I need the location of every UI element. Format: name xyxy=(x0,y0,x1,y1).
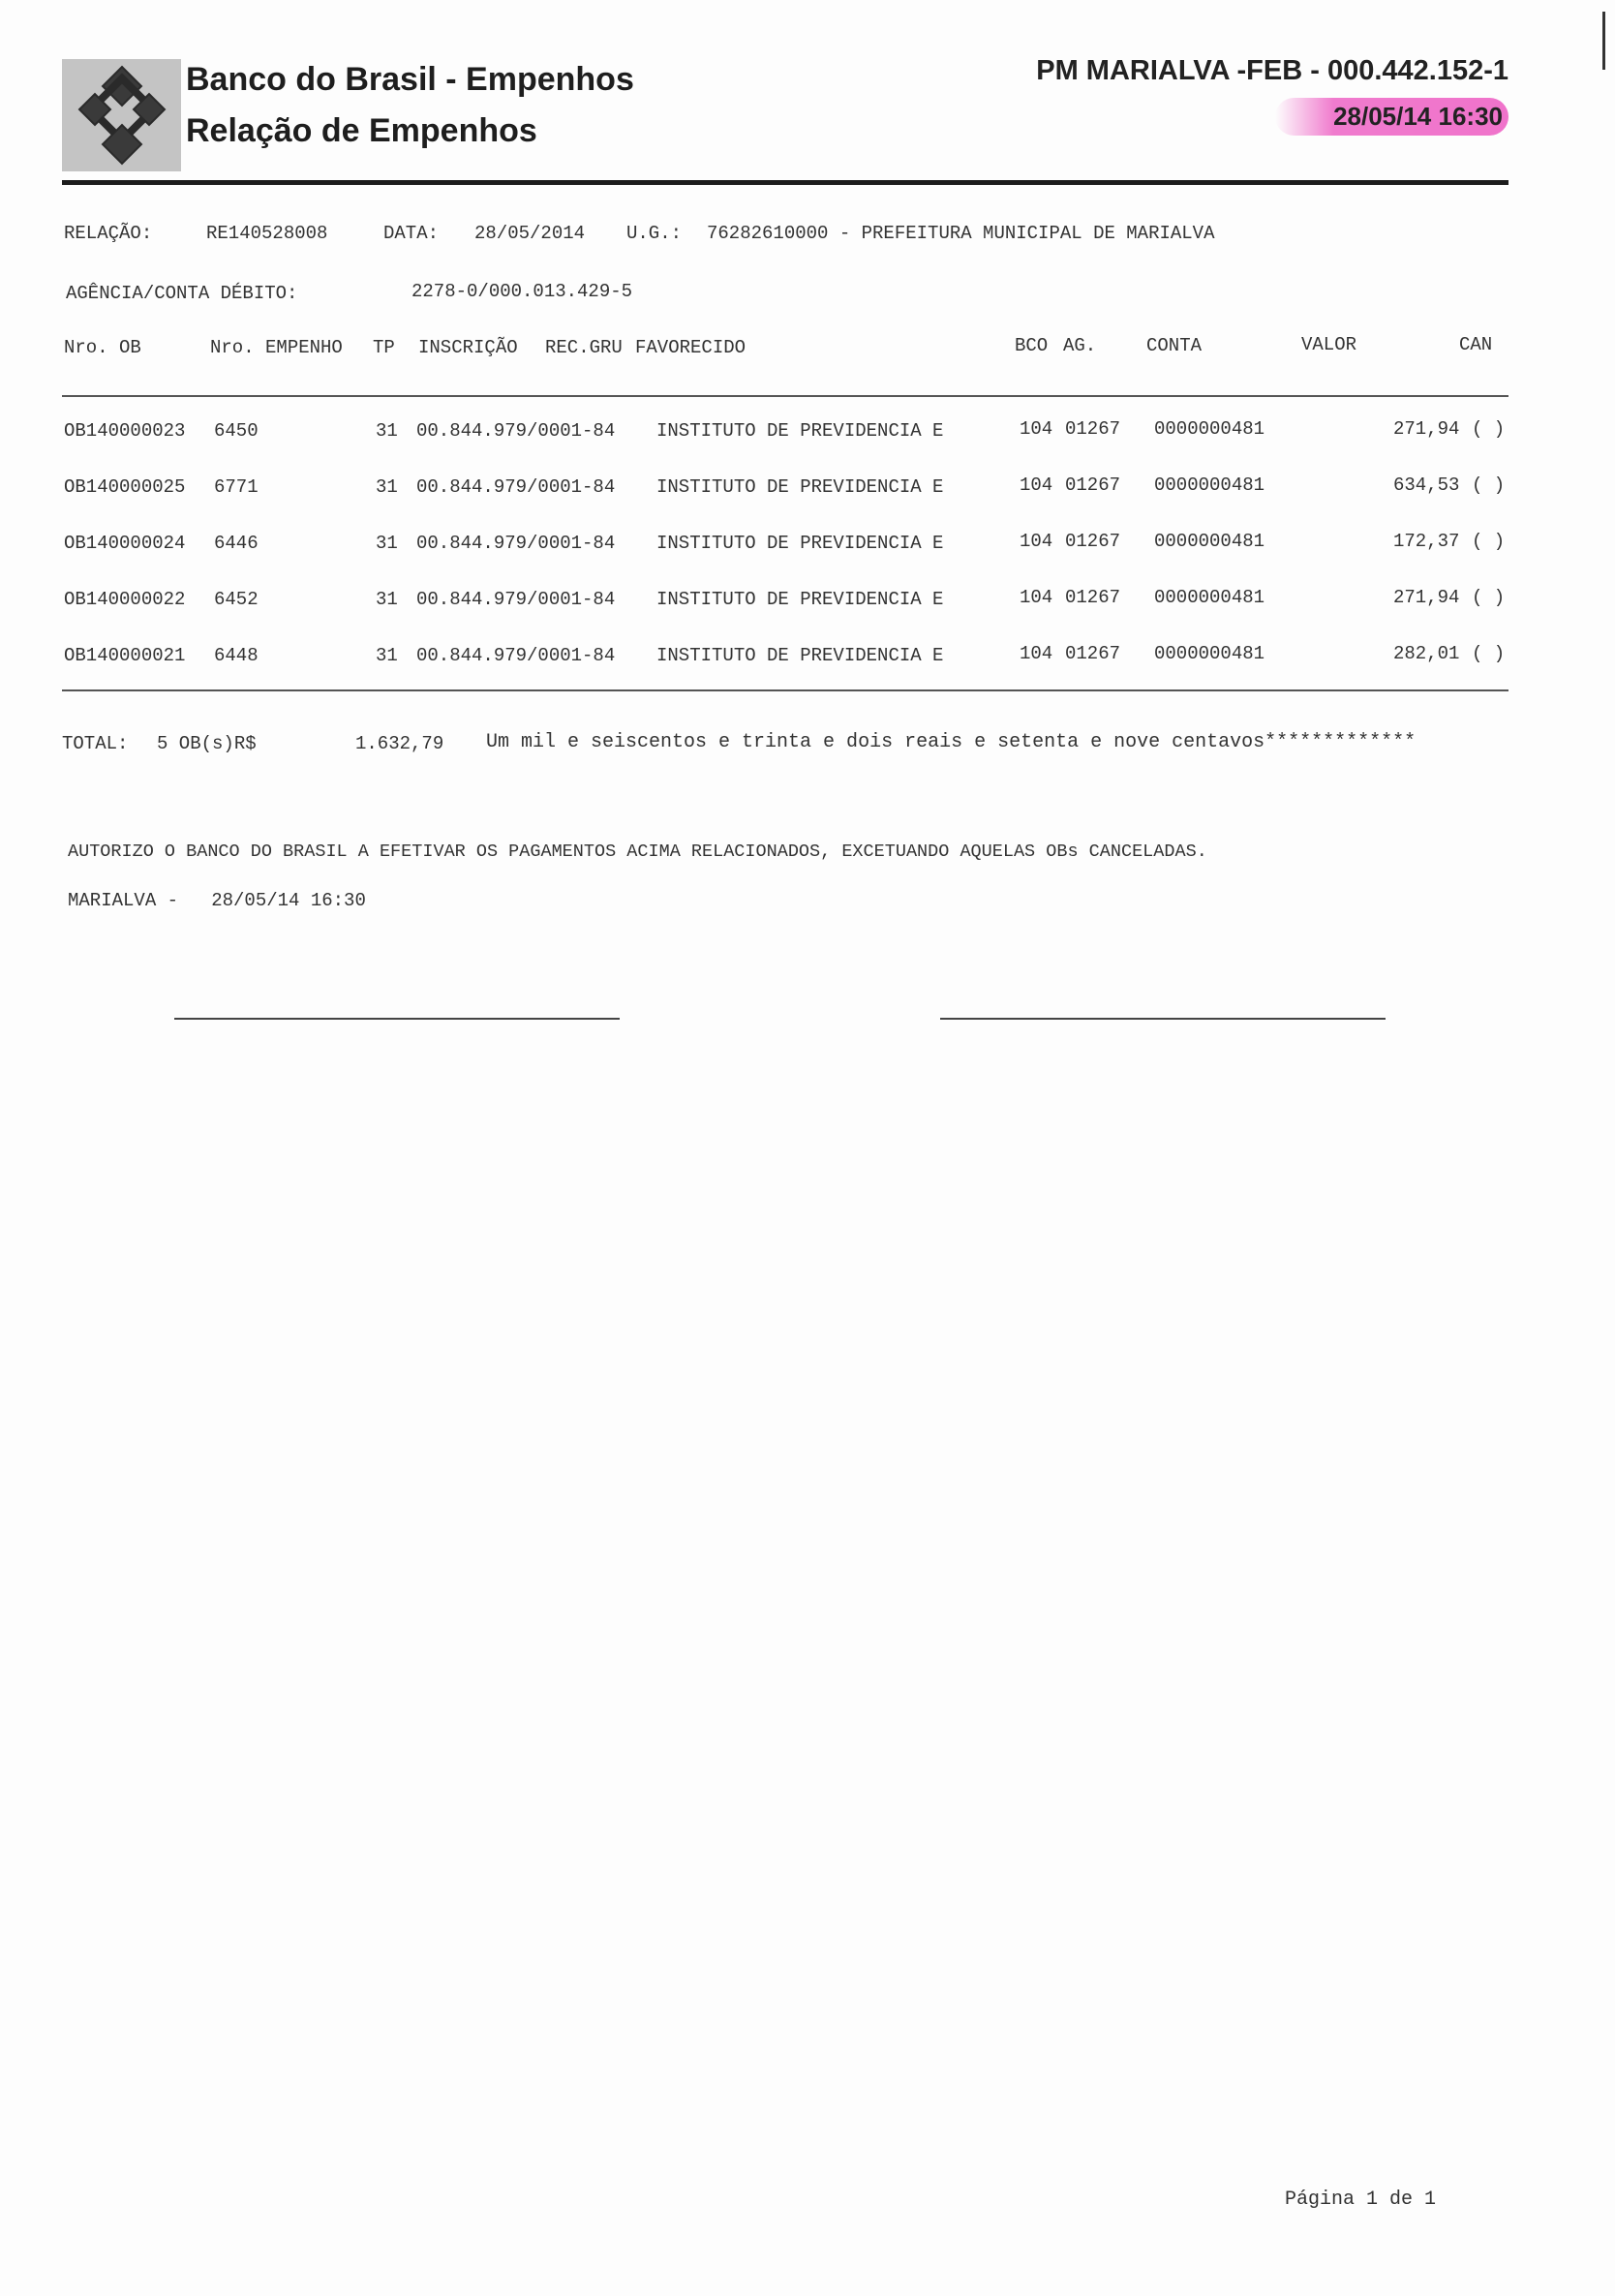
cell-valor: 172,37 xyxy=(1393,531,1460,552)
document-header xyxy=(62,53,1508,184)
col-header-valor: VALOR xyxy=(1301,334,1357,355)
cell-tp: 31 xyxy=(376,645,398,666)
col-header-favorecido: FAVORECIDO xyxy=(635,337,747,358)
total-amount-in-words: Um mil e seiscentos e trinta e dois reais e setenta e nove centavos************* xyxy=(486,731,1417,753)
cell-can-checkbox: ( ) xyxy=(1472,475,1506,496)
cell-ag: 01267 xyxy=(1065,587,1121,608)
cell-ob: OB140000024 xyxy=(64,533,186,554)
cell-favorecido: INSTITUTO DE PREVIDENCIA E xyxy=(656,476,944,498)
ug-label: U.G.: xyxy=(626,223,683,244)
page-number: Página 1 de 1 xyxy=(1285,2189,1437,2211)
page-edge-mark xyxy=(1602,12,1605,70)
cell-valor: 271,94 xyxy=(1393,587,1460,608)
cell-favorecido: INSTITUTO DE PREVIDENCIA E xyxy=(656,589,944,610)
cell-inscricao: 00.844.979/0001-84 xyxy=(416,533,616,554)
col-header-empenho: Nro. EMPENHO xyxy=(210,337,343,358)
table-bottom-rule xyxy=(62,689,1508,691)
ug-value: 76282610000 - PREFEITURA MUNICIPAL DE MARIALVA xyxy=(707,223,1215,244)
cell-can-checkbox: ( ) xyxy=(1472,587,1506,608)
banco-do-brasil-logo-icon xyxy=(62,59,181,171)
cell-bco: 104 xyxy=(1020,643,1053,664)
authorization-text: AUTORIZO O BANCO DO BRASIL A EFETIVAR OS PAGAMENTOS ACIMA RELACIONADOS, EXCETUANDO AQUELAS OBs CANCELADAS. xyxy=(68,842,1207,862)
data-label: DATA: xyxy=(383,223,440,244)
cell-ag: 01267 xyxy=(1065,418,1121,440)
cell-can-checkbox: ( ) xyxy=(1472,643,1506,664)
cell-ob: OB140000021 xyxy=(64,645,186,666)
cell-can-checkbox: ( ) xyxy=(1472,531,1506,552)
cell-conta: 0000000481 xyxy=(1154,531,1265,552)
cell-empenho: 6446 xyxy=(214,533,259,554)
data-value: 28/05/2014 xyxy=(474,223,586,244)
cell-can-checkbox: ( ) xyxy=(1472,418,1506,440)
cell-tp: 31 xyxy=(376,533,398,554)
cell-empenho: 6771 xyxy=(214,476,259,498)
cell-ag: 01267 xyxy=(1065,643,1121,664)
logo-graphic xyxy=(62,59,181,171)
cell-ob: OB140000023 xyxy=(64,420,186,442)
cell-conta: 0000000481 xyxy=(1154,587,1265,608)
relacao-label: RELAÇÃO: xyxy=(64,223,153,244)
header-title: Banco do Brasil - Empenhos xyxy=(186,61,634,98)
cell-inscricao: 00.844.979/0001-84 xyxy=(416,476,616,498)
col-header-recgru: REC.GRU xyxy=(545,337,623,358)
cell-empenho: 6452 xyxy=(214,589,259,610)
organization-id: PM MARIALVA -FEB - 000.442.152-1 xyxy=(1036,55,1508,86)
cell-inscricao: 00.844.979/0001-84 xyxy=(416,420,616,442)
signature-line-right xyxy=(940,1018,1386,1020)
agencia-label: AGÊNCIA/CONTA DÉBITO: xyxy=(66,283,298,304)
col-header-ag: AG. xyxy=(1063,335,1097,356)
cell-ob: OB140000025 xyxy=(64,476,186,498)
cell-tp: 31 xyxy=(376,420,398,442)
col-header-inscricao: INSCRIÇÃO xyxy=(418,337,518,358)
cell-tp: 31 xyxy=(376,589,398,610)
col-header-bco: BCO xyxy=(1015,335,1049,356)
cell-empenho: 6448 xyxy=(214,645,259,666)
cell-bco: 104 xyxy=(1020,531,1053,552)
cell-valor: 282,01 xyxy=(1393,643,1460,664)
cell-bco: 104 xyxy=(1020,587,1053,608)
cell-valor: 634,53 xyxy=(1393,475,1460,496)
col-header-can: CAN xyxy=(1459,334,1493,355)
total-count: 5 OB(s)R$ xyxy=(157,733,257,754)
cell-favorecido: INSTITUTO DE PREVIDENCIA E xyxy=(656,533,944,554)
header-rule xyxy=(62,180,1508,185)
cell-bco: 104 xyxy=(1020,418,1053,440)
cell-conta: 0000000481 xyxy=(1154,643,1265,664)
cell-empenho: 6450 xyxy=(214,420,259,442)
cell-tp: 31 xyxy=(376,476,398,498)
place-date: MARIALVA - 28/05/14 16:30 xyxy=(68,890,366,911)
header-subtitle: Relação de Empenhos xyxy=(186,112,537,149)
table-header-rule xyxy=(62,395,1508,397)
cell-inscricao: 00.844.979/0001-84 xyxy=(416,645,616,666)
col-header-conta: CONTA xyxy=(1146,335,1203,356)
total-label: TOTAL: xyxy=(62,733,129,754)
highlighted-datetime: 28/05/14 16:30 xyxy=(1275,98,1508,136)
cell-conta: 0000000481 xyxy=(1154,418,1265,440)
cell-bco: 104 xyxy=(1020,475,1053,496)
cell-ag: 01267 xyxy=(1065,531,1121,552)
col-header-ob: Nro. OB xyxy=(64,337,141,358)
agencia-value: 2278-0/000.013.429-5 xyxy=(411,281,633,302)
cell-ob: OB140000022 xyxy=(64,589,186,610)
cell-favorecido: INSTITUTO DE PREVIDENCIA E xyxy=(656,645,944,666)
cell-inscricao: 00.844.979/0001-84 xyxy=(416,589,616,610)
cell-ag: 01267 xyxy=(1065,475,1121,496)
cell-conta: 0000000481 xyxy=(1154,475,1265,496)
signature-line-left xyxy=(174,1018,620,1020)
cell-favorecido: INSTITUTO DE PREVIDENCIA E xyxy=(656,420,944,442)
col-header-tp: TP xyxy=(373,337,395,358)
cell-valor: 271,94 xyxy=(1393,418,1460,440)
total-amount: 1.632,79 xyxy=(355,733,444,754)
relacao-value: RE140528008 xyxy=(206,223,328,244)
